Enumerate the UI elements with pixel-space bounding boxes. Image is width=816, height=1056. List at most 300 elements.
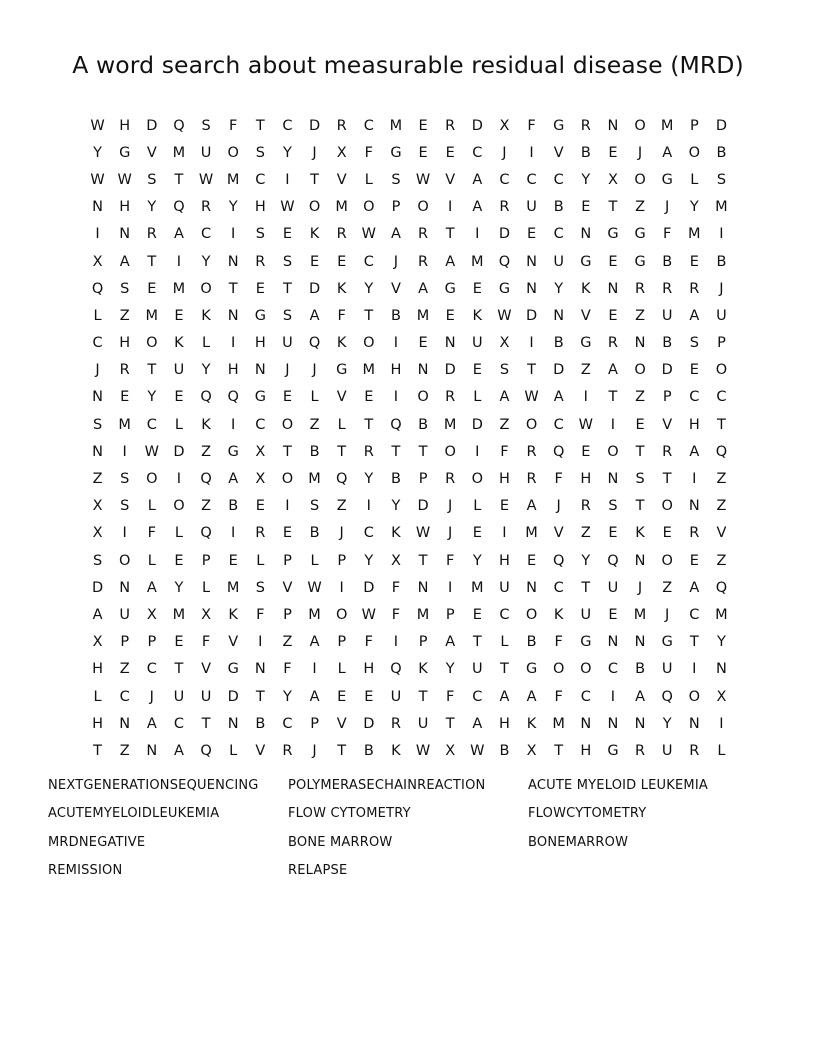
- grid-letter[interactable]: J: [95, 362, 100, 379]
- grid-letter[interactable]: Q: [390, 661, 402, 678]
- grid-letter[interactable]: E: [337, 253, 347, 270]
- grid-letter[interactable]: E: [689, 253, 699, 270]
- grid-letter[interactable]: E: [255, 498, 265, 515]
- grid-letter[interactable]: U: [661, 742, 673, 759]
- grid-letter[interactable]: E: [581, 199, 591, 216]
- grid-letter[interactable]: J: [556, 498, 561, 515]
- grid-letter[interactable]: R: [445, 471, 456, 488]
- grid-letter[interactable]: E: [472, 280, 482, 297]
- grid-letter[interactable]: M: [226, 579, 240, 596]
- grid-letter[interactable]: X: [146, 606, 157, 623]
- grid-letter[interactable]: B: [553, 335, 564, 352]
- grid-letter[interactable]: W: [307, 579, 322, 596]
- grid-letter[interactable]: U: [472, 335, 483, 352]
- grid-letter[interactable]: Q: [173, 117, 185, 134]
- grid-letter[interactable]: S: [499, 362, 510, 379]
- grid-letter[interactable]: Y: [364, 280, 374, 297]
- grid-letter[interactable]: Y: [717, 634, 726, 651]
- grid-letter[interactable]: B: [363, 742, 374, 759]
- grid-letter[interactable]: I: [122, 443, 127, 460]
- grid-letter[interactable]: U: [200, 688, 212, 705]
- grid-letter[interactable]: W: [144, 443, 159, 460]
- grid-letter[interactable]: R: [445, 389, 456, 406]
- grid-letter[interactable]: L: [310, 552, 319, 569]
- grid-letter[interactable]: L: [202, 579, 211, 596]
- grid-letter[interactable]: W: [198, 171, 214, 188]
- grid-letter[interactable]: C: [363, 253, 374, 270]
- grid-letter[interactable]: P: [120, 634, 130, 651]
- grid-letter[interactable]: E: [364, 688, 374, 705]
- grid-letter[interactable]: N: [688, 715, 700, 732]
- grid-letter[interactable]: P: [689, 117, 699, 134]
- grid-letter[interactable]: K: [336, 280, 347, 297]
- grid-letter[interactable]: O: [525, 606, 538, 623]
- grid-letter[interactable]: J: [719, 280, 724, 297]
- grid-letter[interactable]: Y: [445, 661, 455, 678]
- grid-letter[interactable]: A: [309, 688, 320, 705]
- grid-letter[interactable]: N: [417, 579, 429, 596]
- grid-letter[interactable]: Z: [580, 362, 591, 379]
- grid-letter[interactable]: E: [174, 634, 184, 651]
- grid-letter[interactable]: T: [608, 199, 618, 216]
- grid-letter[interactable]: F: [554, 688, 563, 705]
- grid-letter[interactable]: I: [393, 634, 399, 651]
- grid-letter[interactable]: X: [499, 117, 510, 134]
- grid-letter[interactable]: D: [308, 280, 321, 297]
- grid-letter[interactable]: X: [390, 552, 401, 569]
- grid-letter[interactable]: A: [119, 253, 130, 270]
- grid-letter[interactable]: N: [526, 280, 537, 297]
- grid-letter[interactable]: N: [634, 552, 646, 569]
- grid-letter[interactable]: G: [553, 117, 565, 134]
- grid-letter[interactable]: A: [309, 307, 320, 324]
- grid-letter[interactable]: E: [608, 144, 618, 161]
- grid-letter[interactable]: I: [719, 226, 724, 243]
- grid-letter[interactable]: I: [448, 199, 453, 216]
- grid-letter[interactable]: H: [227, 362, 239, 379]
- grid-letter[interactable]: U: [119, 606, 130, 623]
- grid-letter[interactable]: C: [716, 389, 727, 406]
- grid-letter[interactable]: R: [689, 280, 700, 297]
- grid-letter[interactable]: Y: [147, 389, 157, 406]
- grid-letter[interactable]: H: [254, 335, 266, 352]
- grid-letter[interactable]: N: [634, 715, 646, 732]
- grid-letter[interactable]: R: [689, 742, 700, 759]
- grid-letter[interactable]: W: [361, 226, 376, 243]
- grid-letter[interactable]: E: [418, 335, 428, 352]
- grid-letter[interactable]: N: [227, 715, 239, 732]
- grid-letter[interactable]: F: [256, 606, 265, 623]
- grid-letter[interactable]: L: [147, 552, 156, 569]
- grid-letter[interactable]: N: [526, 253, 537, 270]
- grid-letter[interactable]: M: [471, 579, 484, 596]
- grid-letter[interactable]: N: [634, 335, 646, 352]
- grid-letter[interactable]: F: [201, 634, 211, 651]
- grid-letter[interactable]: T: [93, 742, 102, 759]
- grid-letter[interactable]: Y: [147, 199, 157, 216]
- grid-letter[interactable]: Z: [499, 416, 510, 433]
- grid-letter[interactable]: C: [553, 416, 564, 433]
- grid-letter[interactable]: E: [608, 253, 618, 270]
- grid-letter[interactable]: P: [337, 552, 347, 569]
- grid-letter[interactable]: I: [231, 416, 236, 433]
- grid-letter[interactable]: Z: [119, 307, 130, 324]
- grid-letter[interactable]: P: [337, 634, 347, 651]
- grid-letter[interactable]: Z: [635, 389, 646, 406]
- grid-letter[interactable]: M: [525, 525, 538, 542]
- grid-letter[interactable]: S: [282, 307, 293, 324]
- grid-letter[interactable]: I: [231, 226, 236, 243]
- grid-letter[interactable]: Y: [364, 552, 374, 569]
- grid-letter[interactable]: X: [607, 171, 618, 188]
- grid-letter[interactable]: P: [201, 552, 211, 569]
- grid-letter[interactable]: H: [580, 471, 592, 488]
- grid-letter[interactable]: T: [174, 661, 184, 678]
- grid-letter[interactable]: P: [147, 634, 157, 651]
- grid-letter[interactable]: C: [363, 525, 374, 542]
- grid-letter[interactable]: E: [445, 307, 455, 324]
- grid-letter[interactable]: W: [497, 307, 512, 324]
- grid-letter[interactable]: R: [418, 253, 429, 270]
- grid-letter[interactable]: N: [417, 362, 429, 379]
- grid-letter[interactable]: N: [634, 634, 646, 651]
- grid-letter[interactable]: D: [661, 362, 673, 379]
- grid-letter[interactable]: Z: [716, 498, 727, 515]
- grid-letter[interactable]: B: [418, 416, 429, 433]
- grid-letter[interactable]: E: [174, 307, 184, 324]
- grid-letter[interactable]: O: [552, 661, 565, 678]
- grid-letter[interactable]: L: [93, 307, 102, 324]
- grid-letter[interactable]: M: [335, 199, 348, 216]
- grid-letter[interactable]: O: [688, 688, 701, 705]
- grid-letter[interactable]: E: [255, 280, 265, 297]
- grid-letter[interactable]: N: [119, 226, 131, 243]
- grid-letter[interactable]: Z: [201, 443, 212, 460]
- grid-letter[interactable]: M: [471, 253, 484, 270]
- grid-letter[interactable]: W: [90, 117, 105, 134]
- grid-letter[interactable]: M: [226, 171, 240, 188]
- grid-letter[interactable]: G: [444, 280, 456, 297]
- grid-letter[interactable]: Y: [689, 199, 699, 216]
- grid-letter[interactable]: O: [607, 443, 619, 460]
- grid-letter[interactable]: J: [312, 362, 317, 379]
- grid-letter[interactable]: B: [526, 634, 537, 651]
- grid-letter[interactable]: O: [715, 362, 728, 379]
- grid-letter[interactable]: Q: [173, 199, 185, 216]
- grid-letter[interactable]: O: [335, 606, 348, 623]
- grid-letter[interactable]: U: [390, 688, 402, 705]
- grid-letter[interactable]: M: [715, 606, 728, 623]
- grid-letter[interactable]: E: [147, 280, 157, 297]
- grid-letter[interactable]: S: [92, 552, 103, 569]
- grid-letter[interactable]: U: [173, 362, 185, 379]
- grid-letter[interactable]: I: [393, 335, 399, 352]
- grid-letter[interactable]: H: [688, 416, 700, 433]
- grid-letter[interactable]: V: [445, 171, 456, 188]
- grid-letter[interactable]: H: [92, 715, 104, 732]
- grid-letter[interactable]: O: [363, 335, 375, 352]
- grid-letter[interactable]: O: [200, 280, 212, 297]
- grid-letter[interactable]: Y: [201, 253, 211, 270]
- grid-letter[interactable]: I: [176, 253, 182, 270]
- grid-letter[interactable]: T: [472, 634, 482, 651]
- grid-letter[interactable]: B: [662, 253, 673, 270]
- grid-letter[interactable]: Z: [635, 199, 646, 216]
- grid-letter[interactable]: O: [634, 362, 646, 379]
- grid-letter[interactable]: G: [390, 144, 402, 161]
- grid-letter[interactable]: J: [312, 144, 317, 161]
- grid-letter[interactable]: W: [280, 199, 295, 216]
- grid-letter[interactable]: W: [90, 171, 105, 188]
- grid-letter[interactable]: S: [635, 471, 645, 488]
- grid-letter[interactable]: U: [417, 715, 429, 732]
- grid-letter[interactable]: F: [391, 579, 401, 596]
- grid-letter[interactable]: O: [444, 443, 456, 460]
- grid-letter[interactable]: E: [608, 525, 618, 542]
- grid-letter[interactable]: J: [448, 498, 453, 515]
- grid-letter[interactable]: T: [445, 715, 455, 732]
- grid-letter[interactable]: V: [146, 144, 157, 161]
- grid-letter[interactable]: T: [147, 362, 157, 379]
- grid-letter[interactable]: Z: [119, 742, 130, 759]
- grid-letter[interactable]: P: [418, 634, 428, 651]
- grid-letter[interactable]: B: [716, 253, 727, 270]
- grid-letter[interactable]: E: [364, 389, 374, 406]
- grid-letter[interactable]: B: [499, 742, 510, 759]
- grid-letter[interactable]: D: [471, 416, 483, 433]
- grid-letter[interactable]: H: [498, 552, 510, 569]
- grid-letter[interactable]: E: [228, 552, 238, 569]
- grid-letter[interactable]: U: [580, 606, 592, 623]
- grid-letter[interactable]: S: [608, 498, 618, 515]
- grid-letter[interactable]: L: [93, 688, 102, 705]
- grid-letter[interactable]: R: [119, 362, 130, 379]
- grid-letter[interactable]: R: [580, 117, 591, 134]
- grid-letter[interactable]: U: [526, 199, 537, 216]
- grid-letter[interactable]: Q: [552, 443, 565, 460]
- grid-letter[interactable]: Q: [308, 335, 321, 352]
- grid-letter[interactable]: T: [717, 416, 726, 433]
- grid-letter[interactable]: S: [201, 117, 211, 134]
- grid-letter[interactable]: T: [228, 280, 238, 297]
- grid-letter[interactable]: S: [120, 280, 130, 297]
- grid-letter[interactable]: K: [391, 742, 401, 759]
- grid-letter[interactable]: H: [119, 199, 131, 216]
- grid-letter[interactable]: M: [118, 416, 131, 433]
- grid-letter[interactable]: D: [715, 117, 728, 134]
- grid-letter[interactable]: U: [553, 253, 564, 270]
- grid-letter[interactable]: W: [361, 606, 376, 623]
- grid-letter[interactable]: I: [231, 335, 236, 352]
- grid-letter[interactable]: V: [255, 742, 266, 759]
- grid-letter[interactable]: V: [553, 525, 564, 542]
- grid-letter[interactable]: K: [201, 416, 211, 433]
- grid-letter[interactable]: S: [391, 171, 401, 188]
- grid-letter[interactable]: A: [499, 688, 510, 705]
- grid-letter[interactable]: G: [607, 742, 619, 759]
- grid-letter[interactable]: G: [227, 443, 239, 460]
- grid-letter[interactable]: A: [689, 307, 700, 324]
- grid-letter[interactable]: U: [661, 661, 673, 678]
- grid-letter[interactable]: H: [92, 661, 104, 678]
- grid-letter[interactable]: F: [229, 117, 238, 134]
- grid-letter[interactable]: T: [418, 443, 428, 460]
- grid-letter[interactable]: N: [119, 579, 131, 596]
- grid-letter[interactable]: A: [635, 688, 646, 705]
- grid-letter[interactable]: A: [309, 634, 320, 651]
- grid-letter[interactable]: I: [475, 226, 480, 243]
- grid-letter[interactable]: Q: [200, 525, 212, 542]
- grid-letter[interactable]: V: [662, 416, 673, 433]
- grid-letter[interactable]: X: [92, 525, 103, 542]
- grid-letter[interactable]: C: [119, 688, 130, 705]
- grid-letter[interactable]: O: [173, 498, 185, 515]
- grid-letter[interactable]: M: [308, 471, 321, 488]
- grid-letter[interactable]: E: [282, 389, 293, 406]
- grid-letter[interactable]: O: [580, 661, 592, 678]
- grid-letter[interactable]: U: [499, 579, 510, 596]
- grid-letter[interactable]: K: [526, 715, 537, 732]
- grid-letter[interactable]: G: [227, 661, 239, 678]
- grid-letter[interactable]: S: [255, 144, 265, 161]
- grid-letter[interactable]: K: [336, 335, 347, 352]
- grid-letter[interactable]: B: [255, 715, 266, 732]
- grid-letter[interactable]: Z: [716, 552, 727, 569]
- grid-letter[interactable]: B: [553, 199, 564, 216]
- grid-letter[interactable]: S: [92, 416, 103, 433]
- grid-letter[interactable]: P: [391, 199, 401, 216]
- grid-letter[interactable]: G: [607, 226, 619, 243]
- grid-letter[interactable]: R: [689, 525, 700, 542]
- grid-letter[interactable]: Z: [92, 471, 103, 488]
- grid-letter[interactable]: Z: [282, 634, 293, 651]
- grid-letter[interactable]: T: [635, 443, 645, 460]
- grid-letter[interactable]: T: [364, 416, 374, 433]
- grid-letter[interactable]: Q: [200, 742, 212, 759]
- grid-letter[interactable]: T: [337, 443, 347, 460]
- grid-letter[interactable]: U: [173, 688, 185, 705]
- grid-letter[interactable]: I: [529, 335, 534, 352]
- grid-letter[interactable]: D: [444, 362, 456, 379]
- grid-letter[interactable]: I: [122, 525, 127, 542]
- grid-letter[interactable]: I: [393, 389, 399, 406]
- grid-letter[interactable]: U: [661, 307, 673, 324]
- grid-letter[interactable]: Y: [174, 579, 184, 596]
- grid-letter[interactable]: L: [174, 525, 183, 542]
- grid-letter[interactable]: O: [146, 471, 158, 488]
- grid-letter[interactable]: E: [337, 688, 347, 705]
- grid-letter[interactable]: C: [580, 688, 591, 705]
- grid-letter[interactable]: V: [336, 171, 347, 188]
- grid-letter[interactable]: E: [282, 525, 293, 542]
- grid-letter[interactable]: E: [526, 552, 537, 569]
- grid-letter[interactable]: Y: [283, 688, 292, 705]
- grid-letter[interactable]: V: [336, 389, 347, 406]
- grid-letter[interactable]: N: [607, 471, 619, 488]
- grid-letter[interactable]: O: [471, 471, 484, 488]
- grid-letter[interactable]: J: [448, 525, 453, 542]
- grid-letter[interactable]: H: [119, 335, 131, 352]
- grid-letter[interactable]: C: [472, 144, 483, 161]
- grid-letter[interactable]: T: [608, 389, 618, 406]
- grid-letter[interactable]: P: [283, 552, 292, 569]
- grid-letter[interactable]: I: [529, 144, 534, 161]
- grid-letter[interactable]: C: [499, 606, 510, 623]
- grid-letter[interactable]: D: [91, 579, 104, 596]
- grid-letter[interactable]: G: [661, 634, 673, 651]
- grid-letter[interactable]: A: [472, 199, 483, 216]
- grid-letter[interactable]: X: [92, 634, 103, 651]
- grid-letter[interactable]: D: [498, 226, 511, 243]
- grid-letter[interactable]: O: [308, 199, 321, 216]
- grid-letter[interactable]: Z: [662, 579, 673, 596]
- grid-letter[interactable]: A: [146, 715, 157, 732]
- grid-letter[interactable]: V: [282, 579, 293, 596]
- grid-letter[interactable]: V: [553, 144, 564, 161]
- grid-letter[interactable]: A: [228, 471, 239, 488]
- grid-letter[interactable]: S: [255, 226, 265, 243]
- grid-letter[interactable]: E: [282, 226, 293, 243]
- grid-letter[interactable]: N: [553, 307, 565, 324]
- grid-letter[interactable]: F: [527, 117, 536, 134]
- grid-letter[interactable]: A: [553, 389, 564, 406]
- grid-letter[interactable]: Z: [336, 498, 347, 515]
- grid-letter[interactable]: N: [607, 117, 619, 134]
- grid-letter[interactable]: N: [254, 362, 266, 379]
- grid-letter[interactable]: R: [635, 280, 646, 297]
- grid-letter[interactable]: I: [692, 661, 697, 678]
- grid-letter[interactable]: V: [201, 661, 212, 678]
- grid-letter[interactable]: H: [498, 471, 510, 488]
- grid-letter[interactable]: E: [445, 144, 455, 161]
- grid-letter[interactable]: Y: [472, 552, 482, 569]
- grid-letter[interactable]: I: [339, 579, 344, 596]
- grid-letter[interactable]: T: [255, 688, 265, 705]
- grid-letter[interactable]: C: [499, 171, 510, 188]
- grid-letter[interactable]: P: [310, 715, 319, 732]
- grid-letter[interactable]: O: [227, 144, 239, 161]
- grid-letter[interactable]: E: [472, 525, 482, 542]
- grid-letter[interactable]: J: [149, 688, 154, 705]
- grid-letter[interactable]: C: [146, 416, 157, 433]
- grid-letter[interactable]: N: [227, 307, 239, 324]
- grid-letter[interactable]: D: [227, 688, 239, 705]
- grid-letter[interactable]: W: [415, 742, 431, 759]
- grid-letter[interactable]: O: [661, 552, 673, 569]
- grid-letter[interactable]: J: [637, 144, 643, 161]
- grid-letter[interactable]: J: [665, 199, 670, 216]
- grid-letter[interactable]: N: [146, 742, 158, 759]
- grid-letter[interactable]: T: [554, 742, 564, 759]
- grid-letter[interactable]: I: [285, 498, 290, 515]
- grid-letter[interactable]: O: [281, 471, 294, 488]
- grid-letter[interactable]: R: [662, 280, 673, 297]
- grid-letter[interactable]: A: [689, 443, 700, 460]
- grid-letter[interactable]: M: [308, 606, 321, 623]
- grid-letter[interactable]: F: [147, 525, 156, 542]
- grid-letter[interactable]: H: [119, 117, 131, 134]
- grid-letter[interactable]: R: [255, 525, 266, 542]
- grid-letter[interactable]: O: [634, 117, 646, 134]
- grid-letter[interactable]: X: [201, 606, 212, 623]
- grid-letter[interactable]: C: [146, 661, 157, 678]
- grid-letter[interactable]: R: [445, 117, 456, 134]
- grid-letter[interactable]: L: [500, 634, 509, 651]
- grid-letter[interactable]: F: [364, 634, 373, 651]
- grid-letter[interactable]: A: [607, 362, 618, 379]
- grid-letter[interactable]: C: [553, 226, 564, 243]
- grid-letter[interactable]: O: [661, 498, 673, 515]
